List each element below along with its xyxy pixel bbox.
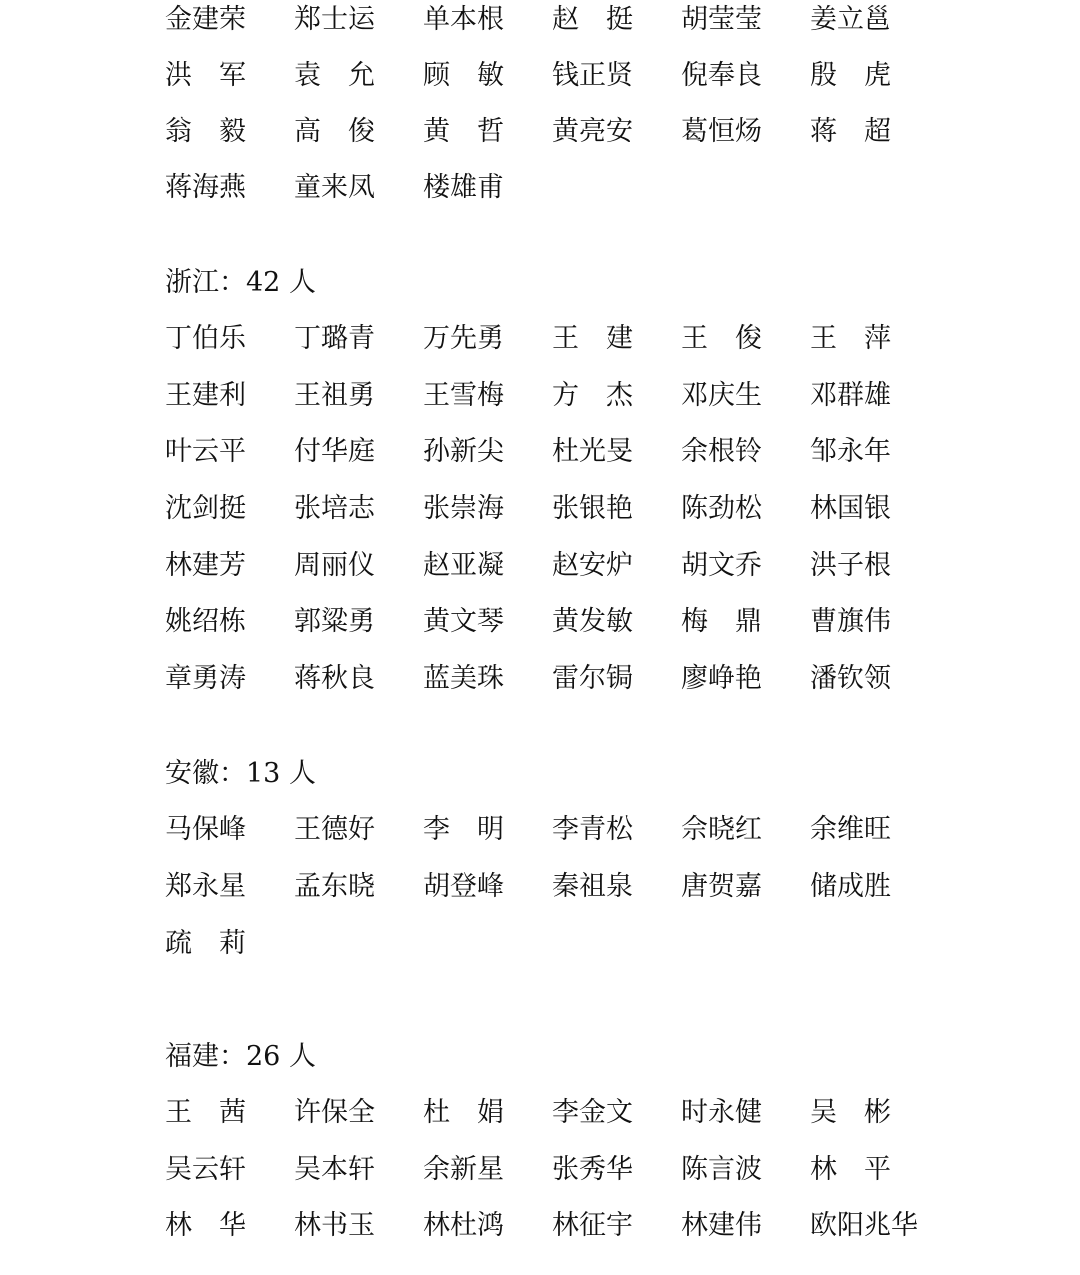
person-name: 胡登峰 [423,871,504,902]
person-name: 王 茜 [165,1097,246,1128]
person-name: 佘晓红 [681,814,762,845]
person-name: 孙新尖 [423,436,504,467]
person-name: 蓝美珠 [423,663,504,694]
person-name: 唐贺嘉 [681,871,762,902]
person-name: 单本根 [423,4,504,35]
person-name: 顾 敏 [423,60,504,91]
person-name: 金建荣 [165,4,246,35]
person-name: 许保全 [294,1097,375,1128]
section-heading-anhui: 安徽：13 人 [165,758,316,789]
person-name: 王建利 [165,380,246,411]
person-name: 林建伟 [681,1210,762,1241]
person-name: 童来凤 [294,172,375,203]
person-name: 邹永年 [810,436,891,467]
person-name: 楼雄甫 [423,172,504,203]
name-row [165,168,1045,208]
person-name: 陈劲松 [681,493,762,524]
person-name: 疏 莉 [165,928,246,959]
name-row [165,376,1045,416]
person-name: 王 建 [552,323,633,354]
person-name: 邓群雄 [810,380,891,411]
person-name: 廖峥艳 [681,663,762,694]
person-name: 吴 彬 [810,1097,891,1128]
person-name: 万先勇 [423,323,504,354]
name-row [165,1093,1045,1133]
person-name: 王 俊 [681,323,762,354]
person-name: 潘钦领 [810,663,891,694]
person-name: 黄发敏 [552,606,633,637]
person-name: 雷尔锔 [552,663,633,694]
person-name: 袁 允 [294,60,375,91]
person-name: 储成胜 [810,871,891,902]
person-name: 吴云轩 [165,1154,246,1185]
person-name: 杜光旻 [552,436,633,467]
person-name: 吴本轩 [294,1154,375,1185]
person-name: 林杜鸿 [423,1210,504,1241]
person-name: 洪子根 [810,550,891,581]
person-name: 赵亚凝 [423,550,504,581]
name-row [165,1206,1045,1246]
person-name: 丁伯乐 [165,323,246,354]
person-name: 蒋秋良 [294,663,375,694]
person-name: 方 杰 [552,380,633,411]
person-name: 王德好 [294,814,375,845]
person-name: 姚绍栋 [165,606,246,637]
name-row [165,112,1045,152]
person-name: 梅 鼎 [681,606,762,637]
name-row [165,432,1045,472]
person-name: 葛恒炀 [681,116,762,147]
person-name: 曹旗伟 [810,606,891,637]
person-name: 秦祖泉 [552,871,633,902]
person-name: 蒋海燕 [165,172,246,203]
person-name: 黄 哲 [423,116,504,147]
person-name: 杜 娟 [423,1097,504,1128]
person-name: 林 平 [810,1154,891,1185]
person-name: 时永健 [681,1097,762,1128]
name-row [165,659,1045,699]
person-name: 周丽仪 [294,550,375,581]
person-name: 殷 虎 [810,60,891,91]
person-name: 李青松 [552,814,633,845]
person-name: 赵 挺 [552,4,633,35]
person-name: 余新星 [423,1154,504,1185]
person-name: 孟东晓 [294,871,375,902]
name-row [165,810,1045,850]
name-row [165,867,1045,907]
person-name: 郭粱勇 [294,606,375,637]
person-name: 张崇海 [423,493,504,524]
person-name: 蒋 超 [810,116,891,147]
person-name: 李 明 [423,814,504,845]
person-name: 林建芳 [165,550,246,581]
section-heading-zhejiang: 浙江：42 人 [165,267,316,298]
person-name: 张培志 [294,493,375,524]
person-name: 倪奉良 [681,60,762,91]
person-name: 郑永星 [165,871,246,902]
person-name: 林书玉 [294,1210,375,1241]
person-name: 胡莹莹 [681,4,762,35]
person-name: 李金文 [552,1097,633,1128]
person-name: 王雪梅 [423,380,504,411]
person-name: 欧阳兆华 [810,1210,918,1241]
name-row [165,489,1045,529]
person-name: 余维旺 [810,814,891,845]
person-name: 余根铃 [681,436,762,467]
person-name: 黄文琴 [423,606,504,637]
person-name: 林国银 [810,493,891,524]
name-row [165,56,1045,96]
person-name: 郑士运 [294,4,375,35]
person-name: 陈言波 [681,1154,762,1185]
name-row [165,924,1045,964]
person-name: 张银艳 [552,493,633,524]
name-row [165,0,1045,40]
person-name: 付华庭 [294,436,375,467]
person-name: 章勇涛 [165,663,246,694]
person-name: 翁 毅 [165,116,246,147]
person-name: 马保峰 [165,814,246,845]
person-name: 王祖勇 [294,380,375,411]
person-name: 姜立邕 [810,4,891,35]
person-name: 丁璐青 [294,323,375,354]
name-row [165,319,1045,359]
section-heading-fujian: 福建：26 人 [165,1041,316,1072]
person-name: 赵安炉 [552,550,633,581]
person-name: 胡文乔 [681,550,762,581]
person-name: 黄亮安 [552,116,633,147]
name-row [165,602,1045,642]
person-name: 钱正贤 [552,60,633,91]
person-name: 叶云平 [165,436,246,467]
person-name: 王 萍 [810,323,891,354]
name-row [165,1150,1045,1190]
name-row [165,546,1045,586]
person-name: 邓庆生 [681,380,762,411]
person-name: 高 俊 [294,116,375,147]
person-name: 林征宇 [552,1210,633,1241]
person-name: 林 华 [165,1210,246,1241]
person-name: 沈剑挺 [165,493,246,524]
person-name: 洪 军 [165,60,246,91]
person-name: 张秀华 [552,1154,633,1185]
